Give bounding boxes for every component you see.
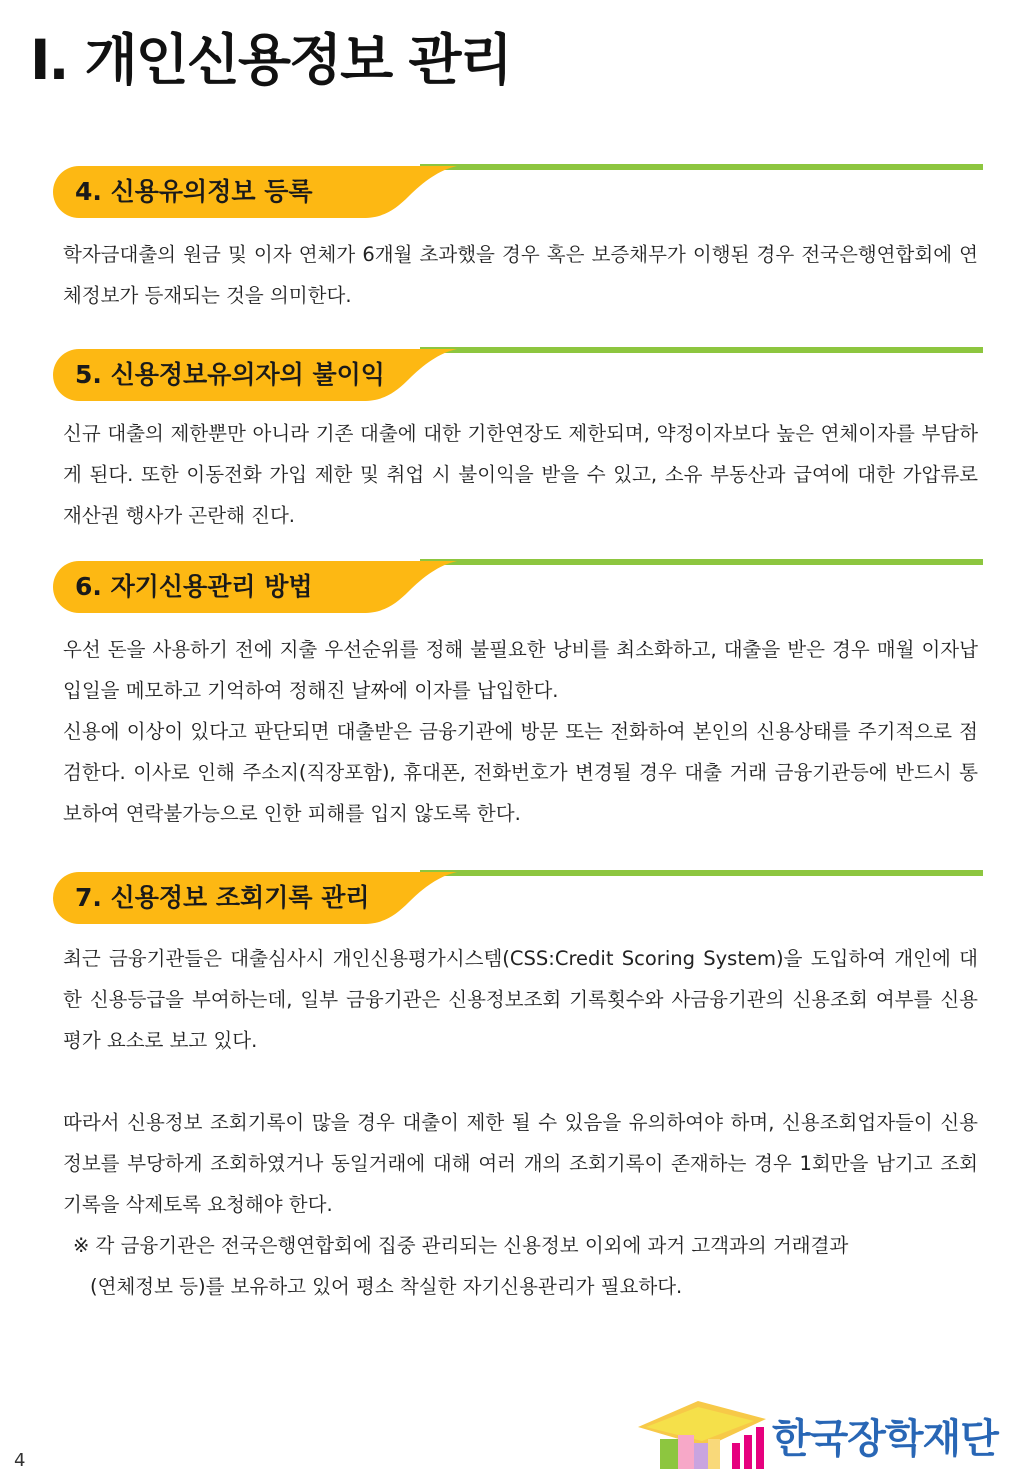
section-header bbox=[0, 164, 1024, 218]
section-header bbox=[0, 347, 1024, 401]
section-note-line: (연체정보 등)를 보유하고 있어 평소 착실한 자기신용관리가 필요하다. bbox=[90, 1275, 683, 1298]
section-credit-inquiry-record-management bbox=[0, 870, 1024, 1307]
page-title: I. 개인신용정보 관리 bbox=[30, 28, 511, 92]
building-blocks-logo-icon bbox=[638, 1395, 768, 1473]
section-paragraph: 학자금대출의 원금 및 이자 연체가 6개월 초과했을 경우 혹은 보증채무가 이행된 경우 전국은행연합회에 연체정보가 등재되는 것을 의미한다. bbox=[63, 243, 978, 307]
section-paragraph: 신규 대출의 제한뿐만 아니라 기존 대출에 대한 기한연장도 제한되며, 약정이자보다 높은 연체이자를 부담하게 된다. 또한 이동전화 가입 제한 및 취업 시 불이익을 받을 수 있고, 소유 부동산과 급여에 대한 가압류로 재산권 행사가 곤란해 진다. bbox=[63, 422, 978, 527]
section-note-line: ※ 각 금융기관은 전국은행연합회에 집중 관리되는 신용정보 이외에 과거 고객과의 거래결과 bbox=[73, 1234, 849, 1257]
section-paragraph: 신용에 이상이 있다고 판단되면 대출받은 금융기관에 방문 또는 전화하여 본인의 신용상태를 주기적으로 점검한다. 이사로 인해 주소지(직장포함), 휴대폰, 전화번호가 변경될 경우 대출 거래 금융기관등에 반드시 통보하여 연락불가능으로 인한 피해를 입지 않도록 한다. bbox=[63, 720, 978, 825]
section-paragraph: 최근 금융기관들은 대출심사시 개인신용평가시스템(CSS:Credit Scoring System)을 도입하여 개인에 대한 신용등급을 부여하는데, 일부 금융기관은 신용정보조회 기록횟수와 사금융기관의 신용조회 여부를 신용평가 요소로 보고 있다. bbox=[63, 947, 978, 1052]
section-header-pill bbox=[53, 349, 457, 401]
foundation-logo bbox=[638, 1395, 1010, 1473]
section-credit-delinquent-disadvantages bbox=[0, 347, 1024, 536]
section-header bbox=[0, 559, 1024, 613]
page-number: 4 bbox=[14, 1450, 26, 1471]
section-header bbox=[0, 870, 1024, 924]
section-self-credit-management bbox=[0, 559, 1024, 834]
section-title: 4. 신용유의정보 등록 bbox=[75, 177, 313, 206]
section-paragraph: 우선 돈을 사용하기 전에 지출 우선순위를 정해 불필요한 낭비를 최소화하고, 대출을 받은 경우 매월 이자납입일을 메모하고 기억하여 정해진 날짜에 이자를 납입한다. bbox=[63, 638, 978, 702]
section-header-line bbox=[420, 347, 983, 353]
section-title: 5. 신용정보유의자의 불이익 bbox=[75, 360, 385, 389]
section-title: 7. 신용정보 조회기록 관리 bbox=[75, 883, 370, 912]
section-header-pill bbox=[53, 166, 457, 218]
section-header-line bbox=[420, 164, 983, 170]
section-paragraph: 따라서 신용정보 조회기록이 많을 경우 대출이 제한 될 수 있음을 유의하여야 하며, 신용조회업자들이 신용정보를 부당하게 조회하였거나 동일거래에 대해 여러 개의 조회기록이 존재하는 경우 1회만을 남기고 조회기록을 삭제토록 요청해야 한다. bbox=[63, 1111, 978, 1216]
foundation-logo-text: 한국장학재단 bbox=[772, 1416, 998, 1462]
section-credit-delinquency-registration bbox=[0, 164, 1024, 316]
section-header-pill bbox=[53, 561, 457, 613]
section-header-pill bbox=[53, 872, 457, 924]
section-header-line bbox=[420, 870, 983, 876]
section-title: 6. 자기신용관리 방법 bbox=[75, 572, 313, 601]
section-header-line bbox=[420, 559, 983, 565]
